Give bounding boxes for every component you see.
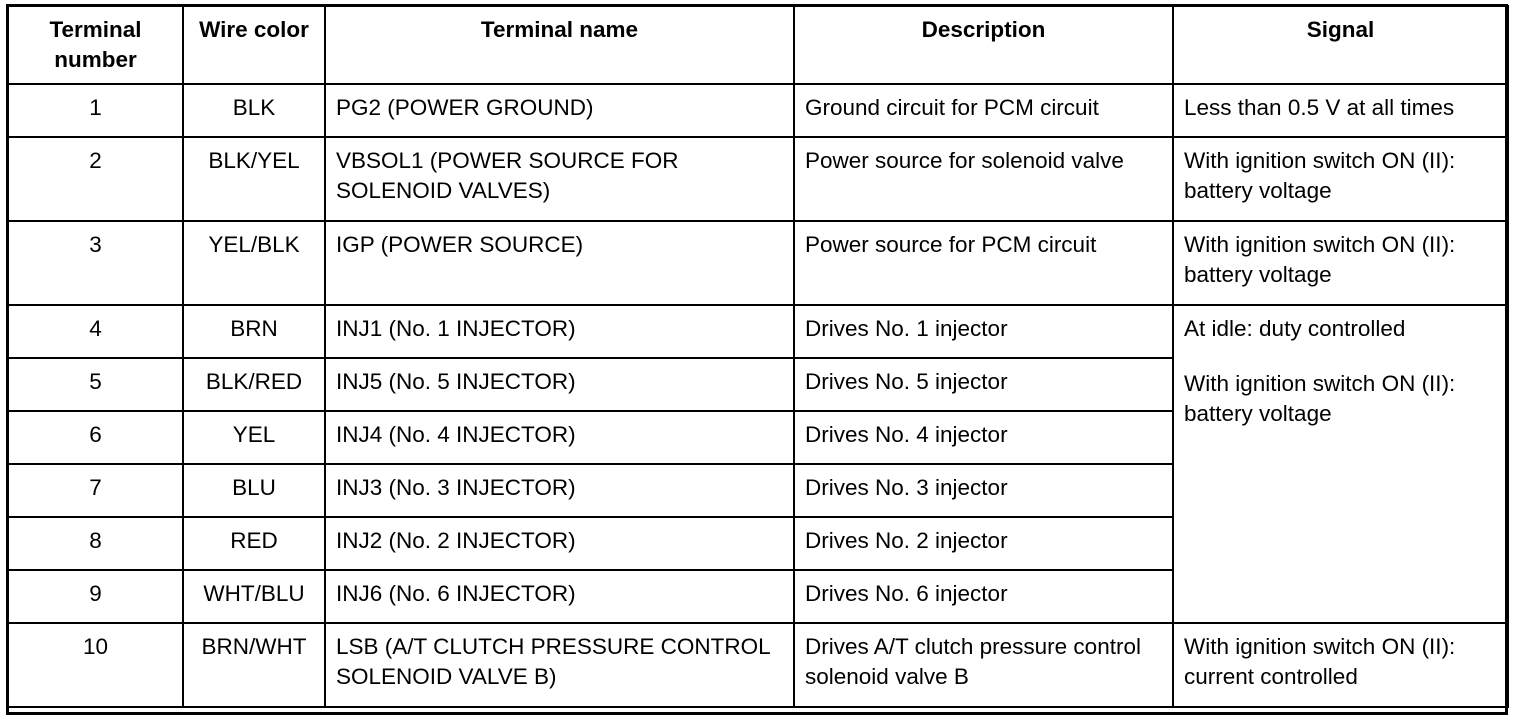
header-signal: Signal [1173,6,1508,84]
terminal-name-cell: INJ6 (No. 6 INJECTOR) [325,570,794,623]
terminal-number-cell: 3 [8,221,183,305]
description-cell: Power source for PCM circuit [794,221,1173,305]
terminal-number-cell: 5 [8,358,183,411]
table-row [8,221,1508,305]
description-cell: Drives A/T clutch pressure control solenoid valve B [794,623,1173,707]
terminal-name-cell: IGP (POWER SOURCE) [325,221,794,305]
terminal-number-cell: 4 [8,305,183,358]
wire-color-cell: BLK/YEL [183,137,325,221]
injector-signal-idle: At idle: duty controlled [1184,316,1406,341]
table-row [8,623,1508,707]
description-cell: Drives No. 2 injector [794,517,1173,570]
description-cell: Drives No. 1 injector [794,305,1173,358]
terminal-number-cell: 6 [8,411,183,464]
header-terminal-name: Terminal name [325,6,794,84]
table-row [8,137,1508,221]
wire-color-cell: RED [183,517,325,570]
wire-color-cell: BLU [183,464,325,517]
wire-color-cell: BRN/WHT [183,623,325,707]
header-terminal-number: Terminal number [8,6,183,84]
terminal-name-cell: INJ4 (No. 4 INJECTOR) [325,411,794,464]
terminal-number-cell: 1 [8,84,183,137]
terminal-name-cell: INJ2 (No. 2 INJECTOR) [325,517,794,570]
signal-spacer [1184,344,1497,369]
injector-signal-cell [1173,305,1508,623]
wire-color-cell: WHT/BLU [183,570,325,623]
wire-color-cell: BLK/RED [183,358,325,411]
terminal-name-cell: INJ1 (No. 1 INJECTOR) [325,305,794,358]
header-description: Description [794,6,1173,84]
terminal-name-cell: PG2 (POWER GROUND) [325,84,794,137]
header-wire-color: Wire color [183,6,325,84]
signal-cell: With ignition switch ON (II): battery voltage [1173,137,1508,221]
wire-color-cell: BLK [183,84,325,137]
description-cell: Ground circuit for PCM circuit [794,84,1173,137]
table-header-row [8,6,1508,84]
terminal-name-cell: LSB (A/T CLUTCH PRESSURE CONTROL SOLENOID VALVE B) [325,623,794,707]
terminal-number-cell: 7 [8,464,183,517]
terminal-number-cell: 10 [8,623,183,707]
terminal-number-cell: 8 [8,517,183,570]
injector-signal-ignition: With ignition switch ON (II): battery voltage [1184,371,1456,426]
table-row [8,305,1508,358]
wire-color-cell: YEL [183,411,325,464]
signal-cell: With ignition switch ON (II): battery voltage [1173,221,1508,305]
terminal-name-cell: INJ5 (No. 5 INJECTOR) [325,358,794,411]
terminal-number-cell: 9 [8,570,183,623]
description-cell: Drives No. 6 injector [794,570,1173,623]
signal-cell: Less than 0.5 V at all times [1173,84,1508,137]
terminal-name-cell: INJ3 (No. 3 INJECTOR) [325,464,794,517]
wire-color-cell: YEL/BLK [183,221,325,305]
description-cell: Drives No. 4 injector [794,411,1173,464]
terminal-name-cell: VBSOL1 (POWER SOURCE FOR SOLENOID VALVES) [325,137,794,221]
terminal-pinout-table [7,5,1509,708]
description-cell: Drives No. 5 injector [794,358,1173,411]
wire-color-cell: BRN [183,305,325,358]
description-cell: Drives No. 3 injector [794,464,1173,517]
terminal-number-cell: 2 [8,137,183,221]
table-row [8,84,1508,137]
signal-cell: With ignition switch ON (II): current controlled [1173,623,1508,707]
description-cell: Power source for solenoid valve [794,137,1173,221]
